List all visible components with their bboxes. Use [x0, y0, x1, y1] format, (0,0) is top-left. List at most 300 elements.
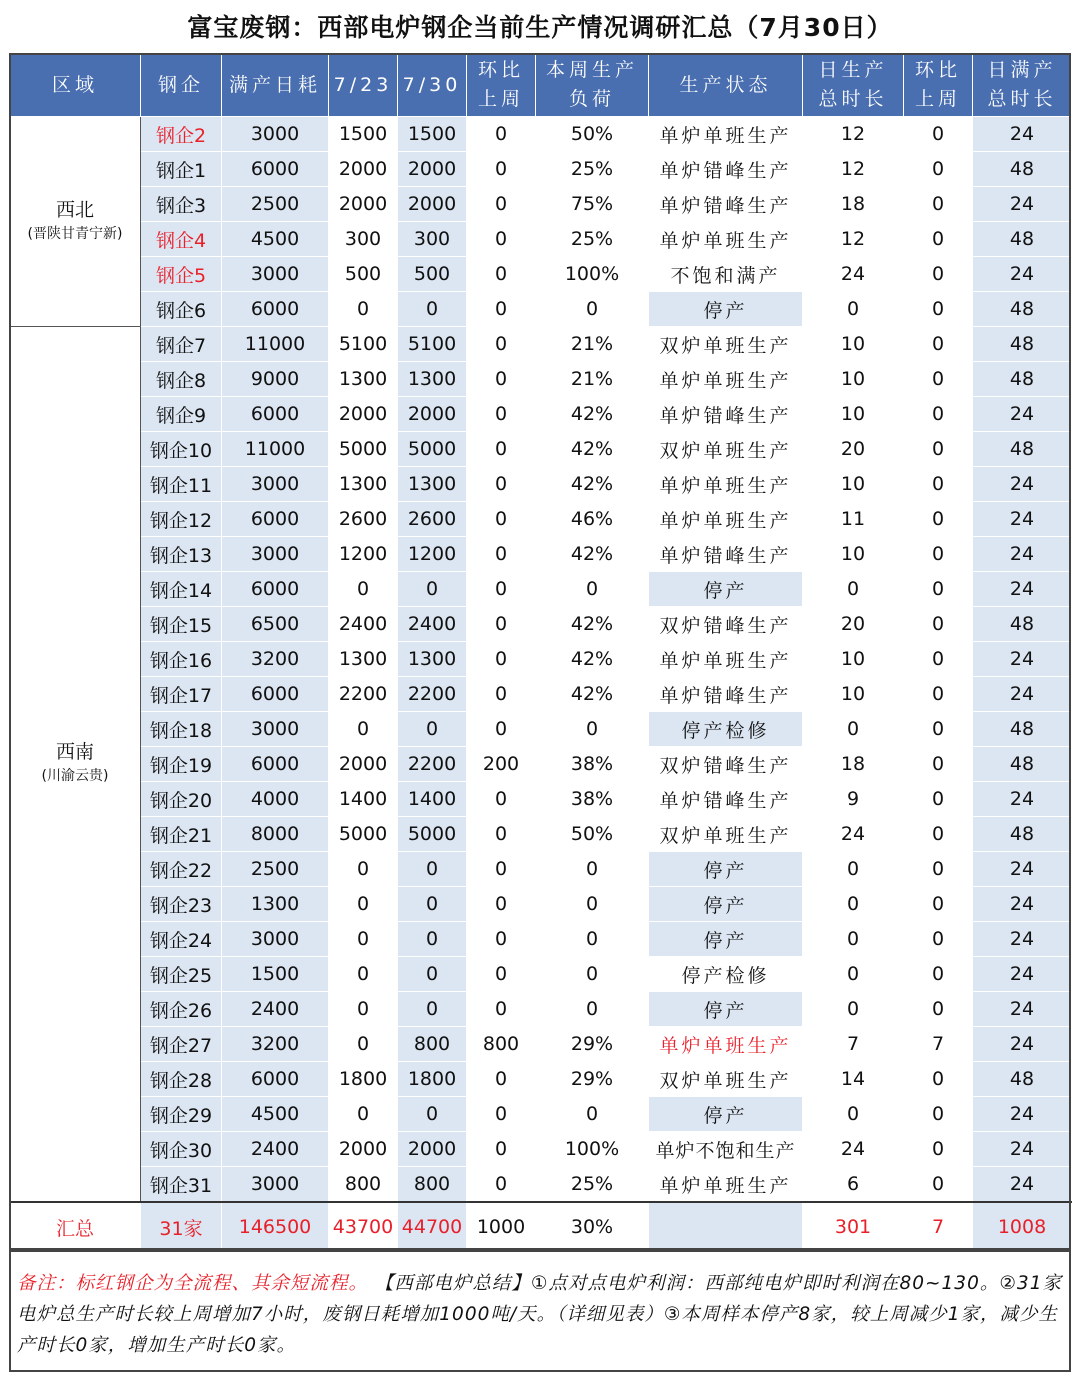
hours-cell: 20: [803, 607, 904, 642]
status-cell: 单炉错峰生产: [649, 187, 803, 222]
hours-wow-cell: 0: [904, 852, 973, 887]
company-cell: 钢企29: [141, 1097, 222, 1132]
full-hours-cell: 48: [973, 152, 1072, 187]
this-week-cell: 500: [398, 257, 467, 292]
status-cell: 单炉单班生产: [649, 1027, 803, 1062]
load-cell: 21%: [536, 362, 649, 397]
capacity-cell: 11000: [222, 432, 329, 467]
total-cell: [649, 1202, 803, 1252]
this-week-cell: 1300: [398, 362, 467, 397]
hours-cell: 18: [803, 187, 904, 222]
capacity-cell: 6500: [222, 607, 329, 642]
load-cell: 50%: [536, 117, 649, 152]
wow-cell: 0: [467, 187, 536, 222]
load-cell: 42%: [536, 607, 649, 642]
prev-week-cell: 1500: [329, 117, 398, 152]
wow-cell: 0: [467, 537, 536, 572]
wow-cell: 0: [467, 817, 536, 852]
total-cell: 31家: [141, 1202, 222, 1252]
full-hours-cell: 24: [973, 957, 1072, 992]
hours-cell: 12: [803, 117, 904, 152]
full-hours-cell: 24: [973, 187, 1072, 222]
region-name: 西南: [55, 741, 94, 763]
status-cell: 停产: [649, 887, 803, 922]
hours-wow-cell: 0: [904, 887, 973, 922]
hours-cell: 10: [803, 642, 904, 677]
this-week-cell: 2000: [398, 1132, 467, 1167]
table-row: [10, 502, 1072, 537]
capacity-cell: 6000: [222, 677, 329, 712]
total-cell: 301: [803, 1202, 904, 1252]
full-hours-cell: 24: [973, 992, 1072, 1027]
full-hours-cell: 24: [973, 642, 1072, 677]
this-week-cell: 800: [398, 1167, 467, 1203]
company-cell: 钢企4: [141, 222, 222, 257]
company-cell: 钢企15: [141, 607, 222, 642]
full-hours-cell: 24: [973, 782, 1072, 817]
full-hours-cell: 24: [973, 502, 1072, 537]
total-cell: 汇总: [10, 1202, 141, 1252]
this-week-cell: 2600: [398, 502, 467, 537]
table-row: [10, 1062, 1072, 1097]
load-cell: 21%: [536, 327, 649, 362]
prev-week-cell: 2000: [329, 187, 398, 222]
hours-cell: 12: [803, 222, 904, 257]
full-hours-cell: 48: [973, 327, 1072, 362]
load-cell: 0: [536, 852, 649, 887]
prev-week-cell: 2000: [329, 152, 398, 187]
load-cell: 42%: [536, 537, 649, 572]
prev-week-cell: 5100: [329, 327, 398, 362]
prev-week-cell: 2400: [329, 607, 398, 642]
table-row: [10, 222, 1072, 257]
hours-cell: 11: [803, 502, 904, 537]
hours-wow-cell: 7: [904, 1027, 973, 1062]
hours-wow-cell: 0: [904, 957, 973, 992]
column-header: 生产状态: [649, 54, 803, 117]
wow-cell: 0: [467, 1097, 536, 1132]
total-row: [10, 1202, 1072, 1252]
full-hours-cell: 24: [973, 467, 1072, 502]
status-cell: 双炉错峰生产: [649, 747, 803, 782]
status-cell: 单炉错峰生产: [649, 782, 803, 817]
load-cell: 50%: [536, 817, 649, 852]
this-week-cell: 5000: [398, 432, 467, 467]
hours-wow-cell: 0: [904, 432, 973, 467]
load-cell: 38%: [536, 747, 649, 782]
capacity-cell: 2500: [222, 187, 329, 222]
full-hours-cell: 48: [973, 1062, 1072, 1097]
status-cell: 双炉错峰生产: [649, 607, 803, 642]
table-row: [10, 1132, 1072, 1167]
hours-wow-cell: 0: [904, 642, 973, 677]
hours-wow-cell: 0: [904, 502, 973, 537]
status-cell: 单炉单班生产: [649, 117, 803, 152]
company-cell: 钢企19: [141, 747, 222, 782]
full-hours-cell: 24: [973, 117, 1072, 152]
table-row: [10, 642, 1072, 677]
capacity-cell: 3000: [222, 537, 329, 572]
hours-cell: 20: [803, 432, 904, 467]
prev-week-cell: 0: [329, 292, 398, 327]
wow-cell: 0: [467, 922, 536, 957]
hours-wow-cell: 0: [904, 712, 973, 747]
company-cell: 钢企14: [141, 572, 222, 607]
capacity-cell: 1300: [222, 887, 329, 922]
company-cell: 钢企1: [141, 152, 222, 187]
capacity-cell: 2400: [222, 1132, 329, 1167]
full-hours-cell: 48: [973, 712, 1072, 747]
hours-cell: 10: [803, 537, 904, 572]
hours-cell: 12: [803, 152, 904, 187]
load-cell: 29%: [536, 1062, 649, 1097]
region-cell: [10, 117, 141, 327]
capacity-cell: 6000: [222, 397, 329, 432]
capacity-cell: 3000: [222, 257, 329, 292]
status-cell: 双炉单班生产: [649, 1062, 803, 1097]
full-hours-cell: 48: [973, 817, 1072, 852]
hours-cell: 10: [803, 467, 904, 502]
status-cell: 单炉单班生产: [649, 1167, 803, 1203]
capacity-cell: 3200: [222, 642, 329, 677]
column-header: 钢企: [141, 54, 222, 117]
full-hours-cell: 48: [973, 292, 1072, 327]
wow-cell: 0: [467, 852, 536, 887]
hours-cell: 10: [803, 362, 904, 397]
hours-cell: 0: [803, 292, 904, 327]
company-cell: 钢企30: [141, 1132, 222, 1167]
hours-wow-cell: 0: [904, 782, 973, 817]
column-header: 环比 上周: [904, 54, 973, 117]
capacity-cell: 8000: [222, 817, 329, 852]
this-week-cell: 0: [398, 712, 467, 747]
this-week-cell: 0: [398, 1097, 467, 1132]
status-cell: 单炉单班生产: [649, 467, 803, 502]
wow-cell: 0: [467, 992, 536, 1027]
wow-cell: 0: [467, 1132, 536, 1167]
full-hours-cell: 48: [973, 362, 1072, 397]
table-row: [10, 922, 1072, 957]
region-subtitle: (川渝云贵): [41, 768, 109, 784]
column-header: 7/23: [329, 54, 398, 117]
hours-cell: 9: [803, 782, 904, 817]
capacity-cell: 4500: [222, 1097, 329, 1132]
wow-cell: 0: [467, 432, 536, 467]
wow-cell: 0: [467, 677, 536, 712]
this-week-cell: 1300: [398, 467, 467, 502]
hours-wow-cell: 0: [904, 1097, 973, 1132]
company-cell: 钢企18: [141, 712, 222, 747]
capacity-cell: 4000: [222, 782, 329, 817]
table-row: [10, 152, 1072, 187]
prev-week-cell: 0: [329, 957, 398, 992]
table-row: [10, 782, 1072, 817]
company-cell: 钢企9: [141, 397, 222, 432]
full-hours-cell: 24: [973, 397, 1072, 432]
column-header: 本周生产 负荷: [536, 54, 649, 117]
hours-wow-cell: 0: [904, 572, 973, 607]
prev-week-cell: 800: [329, 1167, 398, 1203]
this-week-cell: 1200: [398, 537, 467, 572]
capacity-cell: 2500: [222, 852, 329, 887]
this-week-cell: 0: [398, 852, 467, 887]
load-cell: 0: [536, 992, 649, 1027]
total-cell: 30%: [536, 1202, 649, 1252]
status-cell: 双炉单班生产: [649, 817, 803, 852]
load-cell: 0: [536, 887, 649, 922]
table-row: [10, 1097, 1072, 1132]
company-cell: 钢企5: [141, 257, 222, 292]
hours-cell: 10: [803, 327, 904, 362]
capacity-cell: 11000: [222, 327, 329, 362]
prev-week-cell: 0: [329, 922, 398, 957]
wow-cell: 0: [467, 152, 536, 187]
company-cell: 钢企10: [141, 432, 222, 467]
hours-wow-cell: 0: [904, 292, 973, 327]
prev-week-cell: 300: [329, 222, 398, 257]
region-name: 西北: [55, 198, 94, 221]
total-cell: 44700: [398, 1202, 467, 1252]
this-week-cell: 1500: [398, 117, 467, 152]
wow-cell: 0: [467, 1167, 536, 1203]
full-hours-cell: 24: [973, 677, 1072, 712]
hours-cell: 24: [803, 257, 904, 292]
prev-week-cell: 0: [329, 1097, 398, 1132]
load-cell: 42%: [536, 642, 649, 677]
table-row: [10, 957, 1072, 992]
prev-week-cell: 0: [329, 1027, 398, 1062]
table-row: [10, 327, 1072, 362]
column-header: 环比 上周: [467, 54, 536, 117]
status-cell: 双炉单班生产: [649, 432, 803, 467]
table-row: [10, 607, 1072, 642]
load-cell: 0: [536, 292, 649, 327]
prev-week-cell: 2000: [329, 747, 398, 782]
prev-week-cell: 1300: [329, 642, 398, 677]
company-cell: 钢企21: [141, 817, 222, 852]
hours-cell: 7: [803, 1027, 904, 1062]
hours-cell: 0: [803, 1097, 904, 1132]
company-cell: 钢企27: [141, 1027, 222, 1062]
notes-text: 备注：标红钢企为全流程、其余短流程。: [17, 1273, 369, 1294]
capacity-cell: 3000: [222, 922, 329, 957]
company-cell: 钢企31: [141, 1167, 222, 1203]
hours-wow-cell: 0: [904, 817, 973, 852]
load-cell: 42%: [536, 467, 649, 502]
hours-wow-cell: 0: [904, 1167, 973, 1203]
status-cell: 停产: [649, 1097, 803, 1132]
page-title: 富宝废钢：西部电炉钢企当前生产情况调研汇总（7月30日）: [187, 13, 893, 42]
company-cell: 钢企17: [141, 677, 222, 712]
column-header: 日满产 总时长: [973, 54, 1072, 117]
load-cell: 100%: [536, 257, 649, 292]
status-cell: 停产: [649, 992, 803, 1027]
status-cell: 单炉单班生产: [649, 222, 803, 257]
hours-wow-cell: 0: [904, 327, 973, 362]
this-week-cell: 5000: [398, 817, 467, 852]
hours-cell: 0: [803, 712, 904, 747]
hours-wow-cell: 0: [904, 922, 973, 957]
wow-cell: 0: [467, 957, 536, 992]
table-row: [10, 397, 1072, 432]
prev-week-cell: 1300: [329, 362, 398, 397]
status-cell: 单炉错峰生产: [649, 537, 803, 572]
table-row: [10, 257, 1072, 292]
capacity-cell: 6000: [222, 1062, 329, 1097]
hours-wow-cell: 0: [904, 1062, 973, 1097]
prev-week-cell: 0: [329, 992, 398, 1027]
load-cell: 0: [536, 1097, 649, 1132]
load-cell: 0: [536, 957, 649, 992]
load-cell: 75%: [536, 187, 649, 222]
prev-week-cell: 0: [329, 887, 398, 922]
capacity-cell: 3000: [222, 712, 329, 747]
full-hours-cell: 24: [973, 887, 1072, 922]
prev-week-cell: 0: [329, 712, 398, 747]
notes-summary: 【西部电炉总结】①点对点电炉利润：西部纯电炉即时利润在80~130。②31家电炉总生产时长较上周增加7小时，废钢日耗增加1000吨/天。（详细见表）③本周样本停产8家，较上周减少1家，减少生产时长0家，增加生产时长0家。: [17, 1273, 1062, 1356]
hours-wow-cell: 0: [904, 257, 973, 292]
hours-cell: 0: [803, 992, 904, 1027]
column-header: 7/30: [398, 54, 467, 117]
status-cell: 单炉错峰生产: [649, 677, 803, 712]
hours-cell: 14: [803, 1062, 904, 1097]
wow-cell: 0: [467, 572, 536, 607]
full-hours-cell: 48: [973, 747, 1072, 782]
hours-cell: 18: [803, 747, 904, 782]
prev-week-cell: 5000: [329, 817, 398, 852]
capacity-cell: 6000: [222, 747, 329, 782]
table-row: [10, 677, 1072, 712]
status-cell: 单炉错峰生产: [649, 397, 803, 432]
this-week-cell: 1300: [398, 642, 467, 677]
hours-wow-cell: 0: [904, 992, 973, 1027]
total-cell: 43700: [329, 1202, 398, 1252]
load-cell: 100%: [536, 1132, 649, 1167]
hours-cell: 24: [803, 1132, 904, 1167]
table-row: [10, 747, 1072, 782]
load-cell: 46%: [536, 502, 649, 537]
capacity-cell: 2400: [222, 992, 329, 1027]
table-row: [10, 537, 1072, 572]
company-cell: 钢企25: [141, 957, 222, 992]
capacity-cell: 3200: [222, 1027, 329, 1062]
capacity-cell: 4500: [222, 222, 329, 257]
column-header: 日生产 总时长: [803, 54, 904, 117]
company-cell: 钢企20: [141, 782, 222, 817]
load-cell: 0: [536, 572, 649, 607]
this-week-cell: 2000: [398, 187, 467, 222]
status-cell: 单炉错峰生产: [649, 152, 803, 187]
capacity-cell: 3000: [222, 117, 329, 152]
hours-cell: 10: [803, 397, 904, 432]
table-row: [10, 292, 1072, 327]
prev-week-cell: 0: [329, 572, 398, 607]
status-cell: 停产: [649, 852, 803, 887]
capacity-cell: 6000: [222, 292, 329, 327]
prev-week-cell: 2200: [329, 677, 398, 712]
status-cell: 单炉单班生产: [649, 362, 803, 397]
status-cell: 单炉不饱和生产: [649, 1132, 803, 1167]
full-hours-cell: 24: [973, 257, 1072, 292]
capacity-cell: 3000: [222, 467, 329, 502]
total-cell: 1008: [973, 1202, 1072, 1252]
full-hours-cell: 48: [973, 607, 1072, 642]
load-cell: 29%: [536, 1027, 649, 1062]
status-cell: 停产: [649, 922, 803, 957]
company-cell: 钢企3: [141, 187, 222, 222]
column-header: 满产日耗: [222, 54, 329, 117]
status-cell: 停产检修: [649, 957, 803, 992]
load-cell: 25%: [536, 152, 649, 187]
company-cell: 钢企16: [141, 642, 222, 677]
company-cell: 钢企6: [141, 292, 222, 327]
table-row: [10, 1027, 1072, 1062]
full-hours-cell: 24: [973, 1167, 1072, 1203]
table-row: [10, 362, 1072, 397]
wow-cell: 800: [467, 1027, 536, 1062]
wow-cell: 0: [467, 712, 536, 747]
company-cell: 钢企2: [141, 117, 222, 152]
wow-cell: 0: [467, 257, 536, 292]
hours-cell: 0: [803, 957, 904, 992]
full-hours-cell: 24: [973, 572, 1072, 607]
wow-cell: 0: [467, 117, 536, 152]
company-cell: 钢企26: [141, 992, 222, 1027]
load-cell: 38%: [536, 782, 649, 817]
prev-week-cell: 2600: [329, 502, 398, 537]
status-cell: 单炉单班生产: [649, 502, 803, 537]
table-row: [10, 432, 1072, 467]
prev-week-cell: 1200: [329, 537, 398, 572]
hours-cell: 0: [803, 852, 904, 887]
company-cell: 钢企8: [141, 362, 222, 397]
company-cell: 钢企11: [141, 467, 222, 502]
wow-cell: 0: [467, 607, 536, 642]
wow-cell: 0: [467, 502, 536, 537]
full-hours-cell: 24: [973, 922, 1072, 957]
company-cell: 钢企7: [141, 327, 222, 362]
wow-cell: 0: [467, 397, 536, 432]
load-cell: 0: [536, 922, 649, 957]
wow-cell: 200: [467, 747, 536, 782]
hours-wow-cell: 0: [904, 1132, 973, 1167]
prev-week-cell: 2000: [329, 397, 398, 432]
hours-wow-cell: 0: [904, 677, 973, 712]
region-cell: [10, 327, 141, 1203]
table-row: [10, 187, 1072, 222]
load-cell: 42%: [536, 677, 649, 712]
status-cell: 不饱和满产: [649, 257, 803, 292]
status-cell: 停产检修: [649, 712, 803, 747]
wow-cell: 0: [467, 222, 536, 257]
hours-cell: 0: [803, 922, 904, 957]
this-week-cell: 2000: [398, 397, 467, 432]
wow-cell: 0: [467, 1062, 536, 1097]
hours-wow-cell: 0: [904, 397, 973, 432]
table-row: [10, 817, 1072, 852]
this-week-cell: 0: [398, 292, 467, 327]
table-row: [10, 1167, 1072, 1203]
this-week-cell: 0: [398, 922, 467, 957]
company-cell: 钢企12: [141, 502, 222, 537]
status-cell: 停产: [649, 572, 803, 607]
total-cell: 146500: [222, 1202, 329, 1252]
full-hours-cell: 24: [973, 1097, 1072, 1132]
this-week-cell: 1400: [398, 782, 467, 817]
table-row: [10, 887, 1072, 922]
table-row: [10, 117, 1072, 152]
load-cell: 42%: [536, 397, 649, 432]
